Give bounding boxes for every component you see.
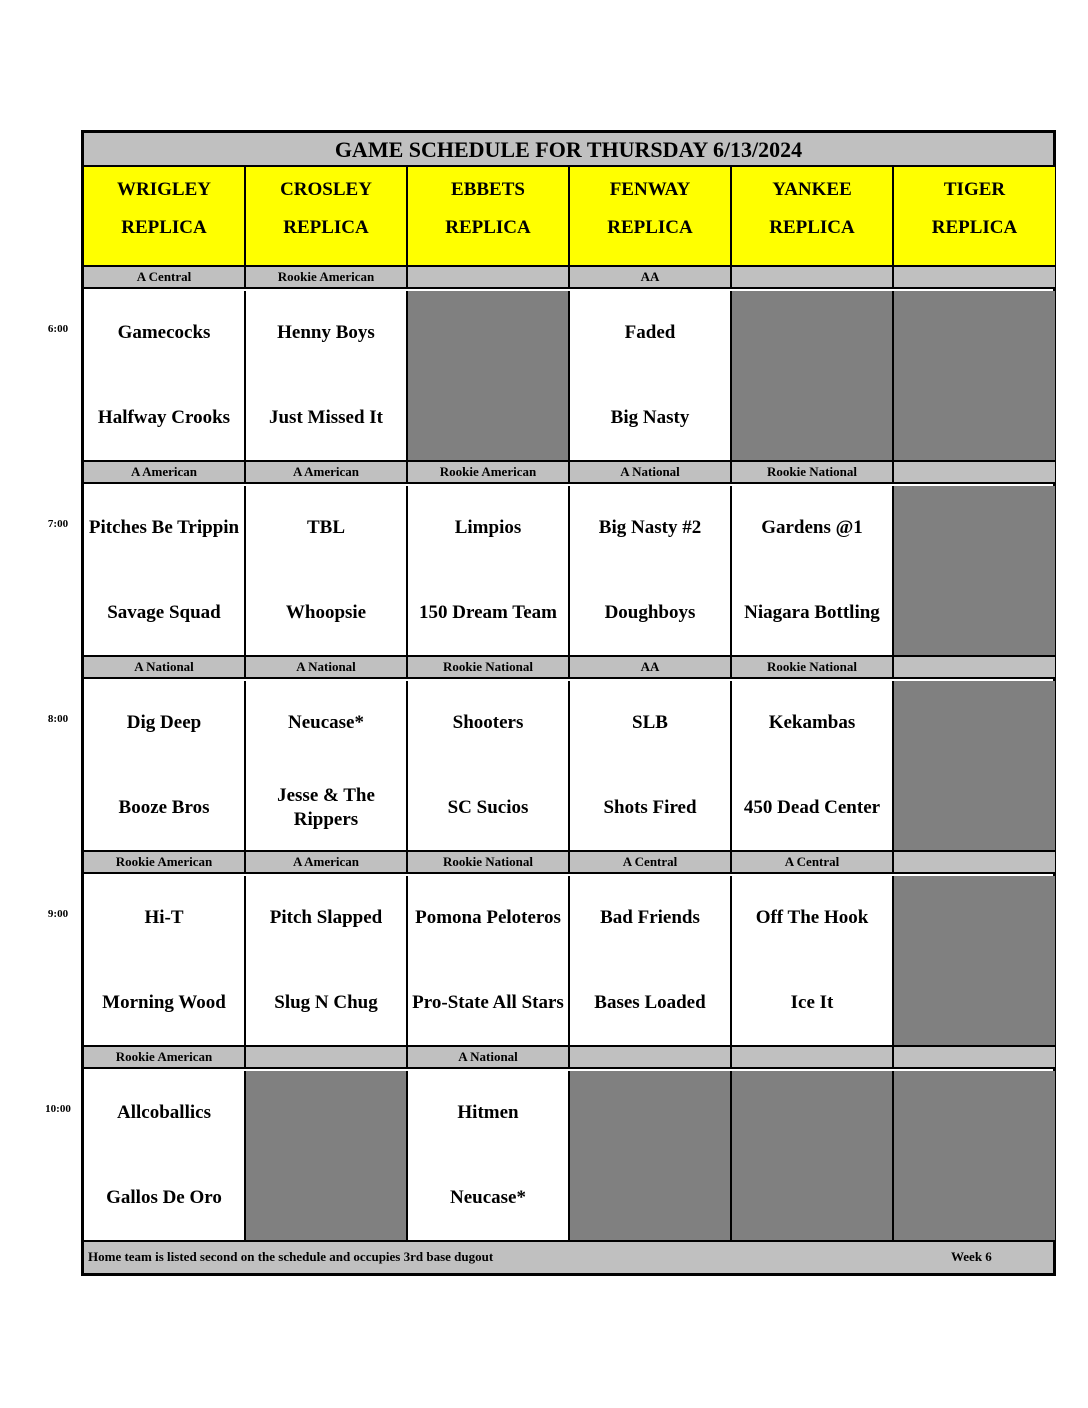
division-label: A National (408, 1047, 570, 1069)
division-label: A National (84, 657, 246, 679)
home-team: Halfway Crooks (97, 407, 231, 428)
game-cell (246, 876, 408, 1047)
game-cell (84, 486, 246, 657)
game-cell (408, 1071, 570, 1242)
empty-cell (408, 291, 570, 462)
time-label: 10:00 (45, 1103, 71, 1115)
home-team: Slug N Chug (274, 992, 378, 1013)
away-team: Gamecocks (117, 322, 211, 343)
time-label: 8:00 (47, 713, 69, 725)
division-label: A Central (84, 267, 246, 289)
field-header-tiger (894, 167, 1055, 267)
game-cell (408, 486, 570, 657)
home-team: Booze Bros (118, 797, 210, 818)
empty-cell (894, 681, 1055, 852)
field-subtitle: REPLICA (283, 217, 369, 238)
home-team: Bases Loaded (594, 992, 706, 1013)
field-subtitle: REPLICA (769, 217, 855, 238)
field-header-yankee (732, 167, 894, 267)
away-team: Shooters (452, 712, 524, 733)
away-team: Off The Hook (755, 907, 869, 928)
division-label (894, 1047, 1055, 1069)
home-team: Neucase* (450, 1187, 526, 1208)
game-cell (570, 876, 732, 1047)
home-team: Gallos De Oro (106, 1187, 222, 1208)
away-team: Pitches Be Trippin (88, 517, 240, 538)
home-team: 150 Dream Team (419, 602, 557, 623)
division-label: AA (570, 267, 732, 289)
division-label: Rookie American (246, 267, 408, 289)
home-team: Savage Squad (107, 602, 221, 623)
field-header-fenway (570, 167, 732, 267)
division-label (246, 1047, 408, 1069)
home-team: Doughboys (604, 602, 696, 623)
time-label: 9:00 (47, 908, 69, 920)
game-cell (84, 876, 246, 1047)
division-label: Rookie American (408, 462, 570, 484)
home-team: Shots Fired (603, 797, 697, 818)
home-team-note: Home team is listed second on the schedule and occupies 3rd base dugout (88, 1249, 494, 1264)
week-label: Week 6 (951, 1249, 992, 1264)
division-label: A Central (570, 852, 732, 874)
away-team: Henny Boys (277, 322, 375, 343)
division-label: A American (84, 462, 246, 484)
away-team: Hi-T (144, 907, 184, 928)
field-name: CROSLEY (280, 179, 372, 200)
division-label (894, 657, 1055, 679)
away-team: Pitch Slapped (269, 907, 383, 928)
empty-cell (570, 1071, 732, 1242)
game-cell (570, 681, 732, 852)
division-label: Rookie American (84, 852, 246, 874)
field-subtitle: REPLICA (931, 217, 1018, 238)
empty-cell (246, 1071, 408, 1242)
division-label: A National (246, 657, 408, 679)
schedule-title: GAME SCHEDULE FOR THURSDAY 6/13/2024 (84, 133, 1053, 167)
division-label (894, 462, 1055, 484)
field-name: FENWAY (609, 179, 691, 200)
away-team: Big Nasty #2 (598, 517, 702, 538)
away-team: Dig Deep (126, 712, 202, 733)
game-cell (732, 486, 894, 657)
field-subtitle: REPLICA (607, 217, 693, 238)
division-label (894, 267, 1055, 289)
away-team: Allcoballics (117, 1102, 211, 1123)
division-label: Rookie National (408, 657, 570, 679)
field-name: TIGER (943, 179, 1006, 200)
division-label: A Central (732, 852, 894, 874)
home-team: Pro-State All Stars (412, 992, 564, 1013)
division-label: Rookie National (732, 657, 894, 679)
home-team: Morning Wood (102, 992, 226, 1013)
game-cell (246, 486, 408, 657)
away-team: Faded (624, 322, 676, 343)
division-label: A American (246, 462, 408, 484)
schedule-sheet (81, 130, 1056, 1276)
away-team: Pomona Peloteros (415, 907, 561, 928)
home-team: Ice It (790, 992, 834, 1013)
empty-cell (894, 1071, 1055, 1242)
field-header-ebbets (408, 167, 570, 267)
game-cell (570, 486, 732, 657)
field-name: EBBETS (451, 179, 525, 200)
away-team: SLB (632, 712, 668, 733)
away-team: Gardens @1 (761, 517, 863, 538)
away-team: Neucase* (288, 712, 364, 733)
field-header-crosley (246, 167, 408, 267)
field-subtitle: REPLICA (445, 217, 531, 238)
division-label: Rookie National (408, 852, 570, 874)
home-team: 450 Dead Center (743, 797, 881, 818)
field-subtitle: REPLICA (121, 217, 207, 238)
division-label (732, 1047, 894, 1069)
home-team: Just Missed It (268, 407, 383, 428)
time-label: 6:00 (47, 323, 69, 335)
division-label (570, 1047, 732, 1069)
field-header-wrigley (84, 167, 246, 267)
division-label (894, 852, 1055, 874)
division-label (732, 267, 894, 289)
division-label: Rookie American (84, 1047, 246, 1069)
division-label: A National (570, 462, 732, 484)
game-cell (732, 681, 894, 852)
field-name: WRIGLEY (117, 179, 211, 200)
away-team: Kekambas (768, 712, 856, 733)
game-cell (84, 291, 246, 462)
division-label: A American (246, 852, 408, 874)
away-team: Hitmen (457, 1102, 519, 1123)
empty-cell (894, 486, 1055, 657)
field-name: YANKEE (772, 179, 852, 200)
empty-cell (732, 291, 894, 462)
home-team: SC Sucios (447, 797, 529, 818)
empty-cell (894, 876, 1055, 1047)
home-team: Big Nasty (610, 407, 690, 428)
division-label: Rookie National (732, 462, 894, 484)
schedule-footer (84, 1240, 1053, 1273)
away-team: Bad Friends (600, 907, 700, 928)
away-team: TBL (306, 517, 346, 538)
division-label: AA (570, 657, 732, 679)
game-cell (246, 681, 408, 852)
away-team: Limpios (454, 517, 522, 538)
game-cell (246, 291, 408, 462)
game-cell (570, 291, 732, 462)
home-team: Whoopsie (285, 602, 367, 623)
division-label (408, 267, 570, 289)
game-cell (84, 1071, 246, 1242)
home-team: Jesse & The Rippers (277, 785, 375, 830)
game-cell (408, 681, 570, 852)
empty-cell (894, 291, 1055, 462)
game-cell (732, 876, 894, 1047)
home-team: Niagara Bottling (744, 602, 880, 623)
empty-cell (732, 1071, 894, 1242)
game-cell (408, 876, 570, 1047)
time-label: 7:00 (47, 518, 69, 530)
game-cell (84, 681, 246, 852)
